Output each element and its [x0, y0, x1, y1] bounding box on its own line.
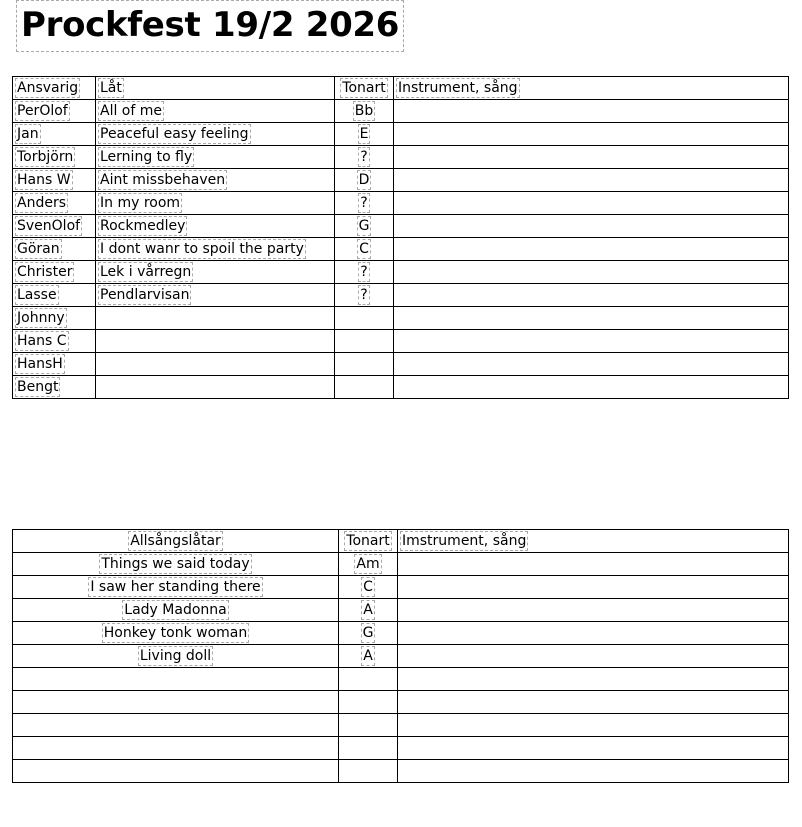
responsible-cell[interactable]	[13, 376, 96, 399]
song-key: D	[358, 172, 370, 188]
table-row	[13, 146, 789, 169]
key-cell[interactable]	[335, 261, 394, 284]
song-cell[interactable]	[96, 238, 335, 261]
singalong-key-cell[interactable]	[339, 645, 398, 668]
song-title: Pendlarvisan	[100, 287, 190, 303]
song-title: Aint missbehaven	[100, 172, 226, 188]
table-row	[13, 691, 789, 714]
singalong-song-cell[interactable]	[13, 622, 339, 645]
key-cell[interactable]	[335, 284, 394, 307]
instrument-cell[interactable]	[394, 215, 789, 238]
responsible-name: Torbjörn	[17, 149, 74, 165]
song-key: G	[358, 218, 370, 234]
instrument-cell[interactable]	[394, 353, 789, 376]
song-title: In my room	[100, 195, 181, 211]
header-singalong-song: Allsångslåtar	[130, 533, 221, 549]
singalong-instrument-cell[interactable]	[398, 553, 789, 576]
singalong-song-title: Things we said today	[101, 556, 250, 572]
singalong-song-key: A	[363, 602, 373, 618]
song-title: Lerning to fly	[100, 149, 193, 165]
table-row	[13, 353, 789, 376]
singalong-instrument-cell[interactable]	[398, 760, 789, 783]
instrument-cell[interactable]	[394, 192, 789, 215]
song-key: ?	[360, 287, 368, 303]
song-key: Bb	[354, 103, 374, 119]
instrument-cell[interactable]	[394, 100, 789, 123]
responsible-cell[interactable]	[13, 215, 96, 238]
header-key: Tonart	[342, 80, 386, 96]
song-title: All of me	[100, 103, 163, 119]
table-header-row	[13, 530, 789, 553]
responsible-name: Anders	[17, 195, 66, 211]
song-cell[interactable]	[96, 146, 335, 169]
table-row	[13, 261, 789, 284]
responsible-name: Göran	[17, 241, 60, 257]
table-row	[13, 169, 789, 192]
key-cell[interactable]	[335, 376, 394, 399]
singalong-instrument-cell[interactable]	[398, 691, 789, 714]
song-cell[interactable]	[96, 192, 335, 215]
key-cell[interactable]	[335, 353, 394, 376]
singalong-song-title: I saw her standing there	[90, 579, 261, 595]
page-title: Prockfest 19/2 2026	[16, 0, 404, 52]
responsible-cell[interactable]	[13, 307, 96, 330]
singalong-key-cell[interactable]	[339, 691, 398, 714]
key-cell[interactable]	[335, 100, 394, 123]
singalong-key-cell[interactable]	[339, 737, 398, 760]
singalong-song-cell[interactable]	[13, 576, 339, 599]
song-cell[interactable]	[96, 100, 335, 123]
song-cell[interactable]	[96, 261, 335, 284]
key-cell[interactable]	[335, 307, 394, 330]
responsible-cell[interactable]	[13, 238, 96, 261]
singalong-song-key: C	[363, 579, 373, 595]
singalong-song-title: Lady Madonna	[124, 602, 227, 618]
instrument-cell[interactable]	[394, 261, 789, 284]
table-row	[13, 192, 789, 215]
song-cell[interactable]	[96, 307, 335, 330]
header-cell-responsible[interactable]	[13, 77, 96, 100]
song-cell[interactable]	[96, 284, 335, 307]
header-cell-singalong-song[interactable]	[13, 530, 339, 553]
responsible-name: Hans W	[17, 172, 71, 188]
singalong-song-key: G	[362, 625, 374, 641]
header-singalong-instrument: Imstrument, sång	[402, 533, 527, 549]
table-row	[13, 599, 789, 622]
header-cell-singalong-key[interactable]	[339, 530, 398, 553]
table-row	[13, 576, 789, 599]
song-cell[interactable]	[96, 123, 335, 146]
responsible-cell[interactable]	[13, 123, 96, 146]
key-cell[interactable]	[335, 192, 394, 215]
song-key: ?	[360, 149, 368, 165]
responsible-name: Lasse	[17, 287, 57, 303]
singalong-instrument-cell[interactable]	[398, 622, 789, 645]
responsible-name: Christer	[17, 264, 73, 280]
singalong-song-cell[interactable]	[13, 760, 339, 783]
singalong-instrument-cell[interactable]	[398, 576, 789, 599]
song-cell[interactable]	[96, 215, 335, 238]
responsible-name: SvenOlof	[17, 218, 81, 234]
header-instrument: Instrument, sång	[398, 80, 518, 96]
table-row	[13, 553, 789, 576]
responsible-cell[interactable]	[13, 261, 96, 284]
responsible-name: Bengt	[17, 379, 59, 395]
singalong-key-cell[interactable]	[339, 599, 398, 622]
key-cell[interactable]	[335, 123, 394, 146]
instrument-cell[interactable]	[394, 284, 789, 307]
song-key: ?	[360, 264, 368, 280]
header-song: Låt	[100, 80, 122, 96]
key-cell[interactable]	[335, 146, 394, 169]
song-cell[interactable]	[96, 330, 335, 353]
header-cell-song[interactable]	[96, 77, 335, 100]
singalong-song-cell[interactable]	[13, 691, 339, 714]
table-row	[13, 330, 789, 353]
song-key: E	[359, 126, 369, 142]
responsible-cell[interactable]	[13, 353, 96, 376]
responsible-name: PerOlof	[17, 103, 68, 119]
singalong-song-cell[interactable]	[13, 599, 339, 622]
singalong-song-key: Am	[356, 556, 380, 572]
responsible-cell[interactable]	[13, 284, 96, 307]
responsible-cell[interactable]	[13, 100, 96, 123]
responsible-name: HansH	[17, 356, 63, 372]
table-row	[13, 622, 789, 645]
singalong-key-cell[interactable]	[339, 576, 398, 599]
table-row	[13, 376, 789, 399]
header-singalong-key: Tonart	[346, 533, 390, 549]
key-cell[interactable]	[335, 169, 394, 192]
table-row	[13, 307, 789, 330]
song-title: Rockmedley	[100, 218, 186, 234]
instrument-cell[interactable]	[394, 146, 789, 169]
singalong-song-cell[interactable]	[13, 645, 339, 668]
table-row	[13, 100, 789, 123]
header-cell-key[interactable]	[335, 77, 394, 100]
song-cell[interactable]	[96, 353, 335, 376]
instrument-cell[interactable]	[394, 238, 789, 261]
singalong-table	[12, 529, 789, 783]
responsible-cell[interactable]	[13, 330, 96, 353]
song-key: ?	[360, 195, 368, 211]
table-row	[13, 760, 789, 783]
singalong-song-title: Honkey tonk woman	[103, 625, 248, 641]
table-row	[13, 238, 789, 261]
instrument-cell[interactable]	[394, 376, 789, 399]
key-cell[interactable]	[335, 215, 394, 238]
singalong-instrument-cell[interactable]	[398, 599, 789, 622]
song-key: C	[359, 241, 369, 257]
responsible-name: Jan	[17, 126, 39, 142]
singalong-song-cell[interactable]	[13, 553, 339, 576]
responsible-cell[interactable]	[13, 192, 96, 215]
singalong-song-title: Living doll	[139, 648, 212, 664]
responsible-name: Johnny	[17, 310, 65, 326]
singalong-key-cell[interactable]	[339, 622, 398, 645]
instrument-cell[interactable]	[394, 307, 789, 330]
table-row	[13, 737, 789, 760]
singalong-song-cell[interactable]	[13, 714, 339, 737]
header-cell-singalong-instrument[interactable]	[398, 530, 789, 553]
table-row	[13, 714, 789, 737]
singalong-key-cell[interactable]	[339, 553, 398, 576]
table-row	[13, 215, 789, 238]
key-cell[interactable]	[335, 330, 394, 353]
song-cell[interactable]	[96, 169, 335, 192]
responsible-name: Hans C	[17, 333, 67, 349]
table-header-row	[13, 77, 789, 100]
responsible-cell[interactable]	[13, 146, 96, 169]
key-cell[interactable]	[335, 238, 394, 261]
singalong-instrument-cell[interactable]	[398, 714, 789, 737]
singalong-song-cell[interactable]	[13, 737, 339, 760]
instrument-cell[interactable]	[394, 123, 789, 146]
table-row	[13, 645, 789, 668]
singalong-key-cell[interactable]	[339, 760, 398, 783]
singalong-song-cell[interactable]	[13, 668, 339, 691]
song-title: Lek i vårregn	[100, 264, 192, 280]
table-row	[13, 668, 789, 691]
singalong-instrument-cell[interactable]	[398, 737, 789, 760]
singalong-instrument-cell[interactable]	[398, 645, 789, 668]
song-title: I dont wanr to spoil the party	[100, 241, 304, 257]
responsible-cell[interactable]	[13, 169, 96, 192]
singalong-key-cell[interactable]	[339, 714, 398, 737]
instrument-cell[interactable]	[394, 169, 789, 192]
instrument-cell[interactable]	[394, 330, 789, 353]
table-row	[13, 284, 789, 307]
songs-table	[12, 76, 789, 399]
table-row	[13, 123, 789, 146]
header-responsible: Ansvarig	[17, 80, 79, 96]
header-cell-instrument[interactable]	[394, 77, 789, 100]
singalong-song-key: A	[363, 648, 373, 664]
song-cell[interactable]	[96, 376, 335, 399]
song-title: Peaceful easy feeling	[100, 126, 249, 142]
singalong-key-cell[interactable]	[339, 668, 398, 691]
singalong-instrument-cell[interactable]	[398, 668, 789, 691]
